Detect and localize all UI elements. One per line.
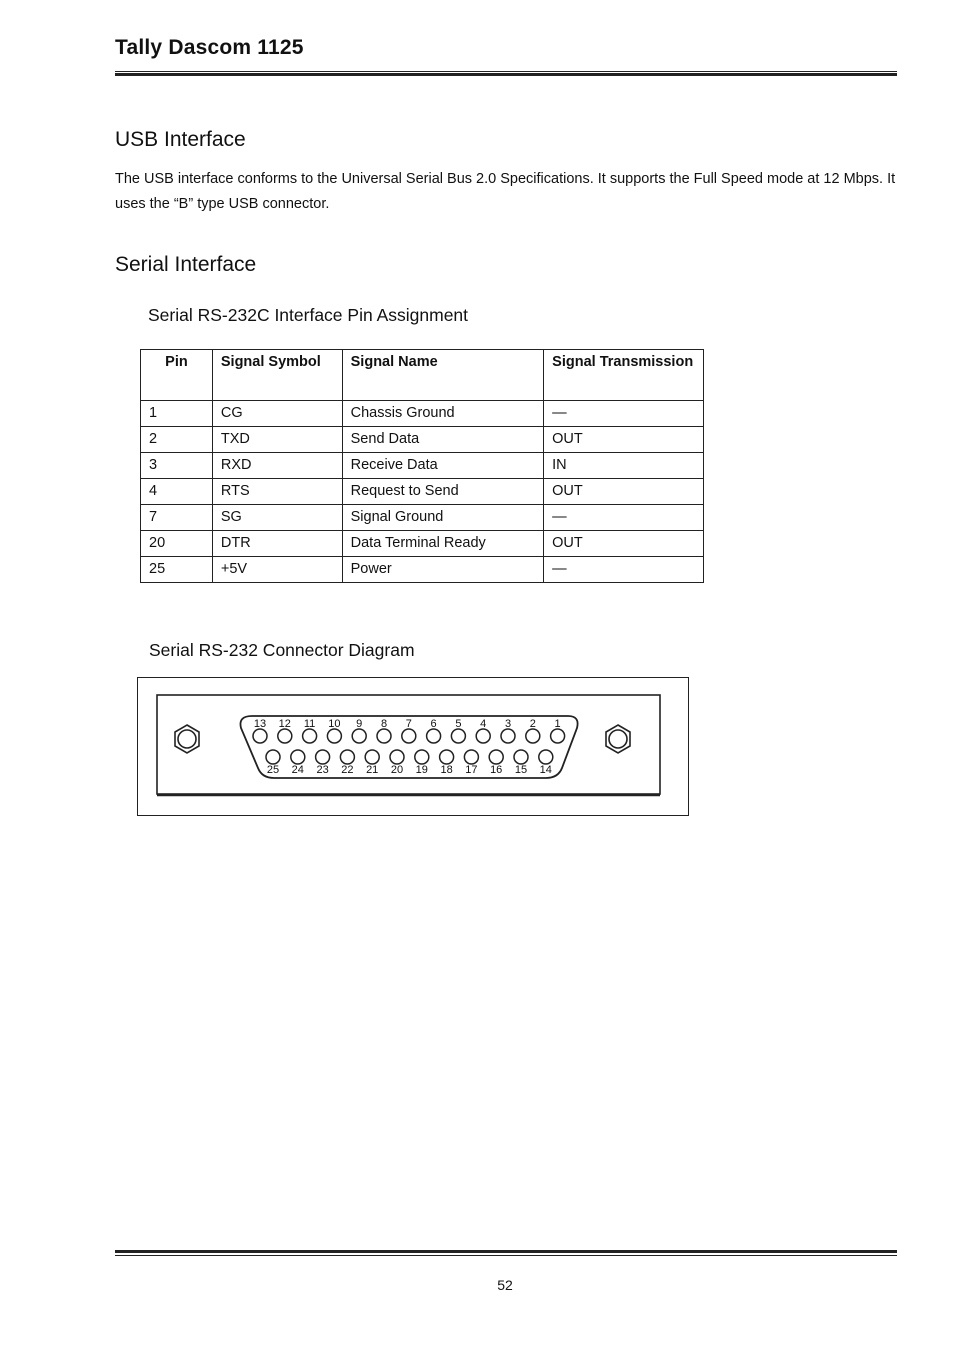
pin-number-label: 17 bbox=[465, 764, 478, 776]
column-header-signal-transmission: Signal Transmission bbox=[544, 350, 704, 401]
usb-heading: USB Interface bbox=[115, 128, 246, 151]
pin-number-label: 6 bbox=[430, 718, 437, 730]
header-title: Tally Dascom 1125 bbox=[115, 36, 304, 59]
pin-assignment-table bbox=[140, 349, 704, 583]
table-header-row bbox=[141, 350, 704, 401]
pin-number-label: 13 bbox=[253, 718, 267, 730]
connector-pin bbox=[451, 729, 465, 743]
connector-pin bbox=[327, 729, 341, 743]
serial-heading: Serial Interface bbox=[115, 253, 257, 276]
connector-diagram-frame bbox=[137, 677, 689, 816]
cell-signal-transmission: — bbox=[544, 557, 704, 583]
connector-pin bbox=[278, 729, 292, 743]
pin-number-label: 20 bbox=[390, 764, 404, 776]
connector-pin bbox=[476, 729, 490, 743]
connector-pin bbox=[352, 729, 366, 743]
connector-pin bbox=[551, 729, 565, 743]
pin-number-label: 12 bbox=[278, 718, 291, 730]
table-row bbox=[141, 453, 704, 479]
table-row bbox=[141, 479, 704, 505]
cell-signal-transmission: OUT bbox=[544, 531, 704, 557]
diagram-caption: Serial RS-232 Connector Diagram bbox=[149, 640, 415, 660]
pin-number-label: 11 bbox=[303, 718, 316, 730]
column-header-signal-symbol: Signal Symbol bbox=[212, 350, 342, 401]
connector-pin bbox=[303, 729, 317, 743]
cell-signal-transmission: OUT bbox=[544, 479, 704, 505]
cell-signal-name: Power bbox=[342, 557, 544, 583]
pin-number-label: 9 bbox=[356, 718, 363, 730]
db25-connector-diagram bbox=[138, 678, 688, 815]
pin-number-label: 10 bbox=[328, 718, 341, 730]
pin-table-caption: Serial RS-232C Interface Pin Assignment bbox=[148, 305, 469, 325]
table-row bbox=[141, 557, 704, 583]
connector-pin bbox=[501, 729, 515, 743]
connector-pin bbox=[415, 750, 429, 764]
cell-pin: 25 bbox=[141, 557, 213, 583]
pin-number-label: 8 bbox=[380, 718, 388, 730]
left-mount-screw bbox=[175, 725, 199, 753]
table-row bbox=[141, 401, 704, 427]
cell-signal-transmission: OUT bbox=[544, 427, 704, 453]
connector-plate bbox=[157, 695, 660, 794]
connector-pin bbox=[440, 750, 454, 764]
cell-signal-symbol: DTR bbox=[212, 531, 342, 557]
cell-signal-symbol: SG bbox=[212, 505, 342, 531]
footer-rule-thick bbox=[115, 1250, 897, 1253]
usb-paragraph: The USB interface conforms to the Universal Serial Bus 2.0 Specifications. It supports the Full Speed mode at 12 Mbps. It uses the “B” type USB connector. bbox=[115, 171, 896, 212]
connector-pin bbox=[377, 729, 391, 743]
cell-signal-name: Chassis Ground bbox=[342, 401, 544, 427]
pin-number-label: 22 bbox=[341, 764, 354, 776]
cell-pin: 1 bbox=[141, 401, 213, 427]
cell-signal-symbol: CG bbox=[212, 401, 342, 427]
pin-number-label: 5 bbox=[455, 718, 462, 730]
header-rule-thick bbox=[115, 73, 897, 76]
cell-pin: 7 bbox=[141, 505, 213, 531]
pin-number-label: 23 bbox=[316, 764, 329, 776]
connector-pin bbox=[526, 729, 540, 743]
header-rule-thin bbox=[115, 71, 897, 72]
pin-number-label: 24 bbox=[291, 764, 304, 776]
cell-pin: 4 bbox=[141, 479, 213, 505]
cell-signal-symbol: +5V bbox=[212, 557, 342, 583]
connector-pin bbox=[266, 750, 280, 764]
connector-pin bbox=[427, 729, 441, 743]
pin-number-label: 14 bbox=[539, 764, 552, 776]
connector-pin bbox=[253, 729, 267, 743]
footer-rule-thin bbox=[115, 1255, 897, 1256]
cell-signal-transmission: — bbox=[544, 505, 704, 531]
pin-number-label: 25 bbox=[266, 764, 280, 776]
cell-signal-name: Request to Send bbox=[342, 479, 544, 505]
pin-number-label: 3 bbox=[504, 718, 512, 730]
pin-number-label: 18 bbox=[440, 764, 453, 776]
pin-number-label: 19 bbox=[415, 764, 428, 776]
cell-pin: 3 bbox=[141, 453, 213, 479]
left-screw-hole bbox=[178, 730, 196, 748]
right-mount-screw bbox=[606, 725, 630, 753]
table-row bbox=[141, 505, 704, 531]
column-header-pin: Pin bbox=[141, 350, 213, 401]
cell-signal-symbol: RTS bbox=[212, 479, 342, 505]
pin-number-label: 2 bbox=[529, 718, 536, 730]
table-row bbox=[141, 531, 704, 557]
connector-pin bbox=[464, 750, 478, 764]
pin-number-label: 15 bbox=[514, 764, 528, 776]
connector-pin bbox=[539, 750, 553, 764]
cell-signal-transmission: IN bbox=[544, 453, 704, 479]
connector-pin bbox=[514, 750, 528, 764]
pin-number-label: 4 bbox=[480, 718, 487, 730]
connector-pin bbox=[291, 750, 305, 764]
pin-number-label: 21 bbox=[366, 764, 379, 776]
connector-pin bbox=[390, 750, 404, 764]
pin-layer bbox=[253, 718, 565, 776]
cell-signal-name: Receive Data bbox=[342, 453, 544, 479]
cell-signal-name: Data Terminal Ready bbox=[342, 531, 544, 557]
cell-signal-symbol: RXD bbox=[212, 453, 342, 479]
connector-pin bbox=[489, 750, 503, 764]
pin-number-label: 7 bbox=[405, 718, 412, 730]
cell-signal-symbol: TXD bbox=[212, 427, 342, 453]
pin-number-label: 1 bbox=[554, 718, 561, 730]
cell-signal-name: Signal Ground bbox=[342, 505, 544, 531]
connector-pin bbox=[365, 750, 379, 764]
cell-pin: 20 bbox=[141, 531, 213, 557]
cell-pin: 2 bbox=[141, 427, 213, 453]
right-screw-hole bbox=[609, 730, 627, 748]
table-row bbox=[141, 427, 704, 453]
pin-number-label: 16 bbox=[490, 764, 503, 776]
connector-pin bbox=[402, 729, 416, 743]
connector-pin bbox=[340, 750, 354, 764]
page-number: 52 bbox=[497, 1277, 513, 1293]
cell-signal-transmission: — bbox=[544, 401, 704, 427]
cell-signal-name: Send Data bbox=[342, 427, 544, 453]
column-header-signal-name: Signal Name bbox=[342, 350, 544, 401]
connector-pin bbox=[316, 750, 330, 764]
